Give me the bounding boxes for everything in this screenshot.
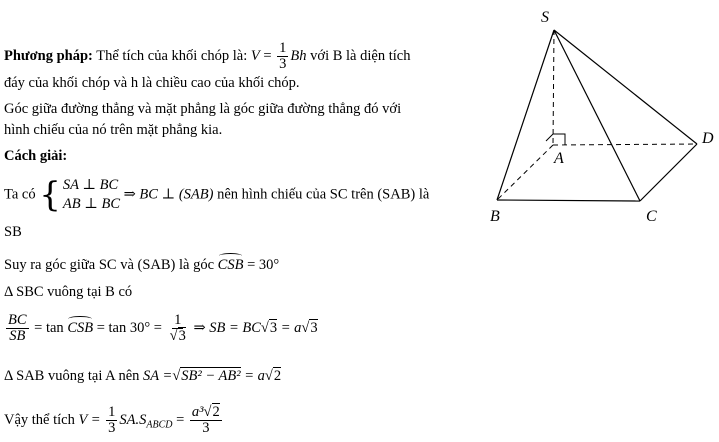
label-a: A bbox=[554, 150, 564, 167]
edge-sd bbox=[554, 30, 697, 144]
volume-formula-v: V bbox=[250, 47, 260, 64]
equals-a: = a bbox=[280, 319, 302, 336]
tan-value: = tan 30° = bbox=[96, 319, 162, 336]
volume-equals: = bbox=[176, 411, 185, 428]
volume-text: Vậy thể tích bbox=[4, 411, 75, 428]
edge-sc bbox=[554, 30, 640, 201]
equals-a: = a bbox=[244, 368, 265, 384]
tan-angle: CSB bbox=[67, 319, 94, 336]
volume-formula-bh: Bh bbox=[290, 47, 307, 64]
angle-text: Suy ra góc giữa SC và (SAB) là góc bbox=[4, 257, 215, 273]
sqrt-icon: √ bbox=[169, 328, 178, 344]
a-cubed: a³ bbox=[191, 404, 204, 420]
edge-bc bbox=[497, 200, 640, 201]
edge-cd bbox=[640, 144, 697, 201]
edge-sb bbox=[497, 30, 554, 200]
radicand: 2 bbox=[212, 404, 220, 420]
fraction-numerator: BC bbox=[8, 312, 27, 328]
projection-text: nên hình chiếu của SC trên (SAB) là bbox=[217, 186, 430, 203]
implies-expression: ⇒ BC ⊥ (SAB) bbox=[123, 186, 214, 203]
volume-v-equals: V = bbox=[78, 411, 101, 428]
method-line-3: Góc giữa đường thẳng và mặt phẳng là góc giữa đường thẳng đó với bbox=[4, 101, 402, 117]
sa-equals: SA = bbox=[143, 368, 173, 384]
sa-s: SA.S bbox=[119, 411, 147, 428]
sqrt-icon: √ bbox=[264, 368, 273, 384]
brace-icon: { bbox=[39, 175, 61, 215]
solution-heading: Cách giải: bbox=[4, 148, 68, 164]
edge-ab bbox=[497, 145, 553, 200]
right-angle-mark bbox=[553, 134, 565, 145]
radicand: 3 bbox=[269, 319, 278, 336]
edge-ad bbox=[553, 144, 697, 145]
fraction-denominator: 3 bbox=[202, 420, 210, 436]
label-d: D bbox=[702, 130, 714, 147]
right-angle-mark-2 bbox=[546, 134, 553, 141]
triangle-sbc-line: Δ SBC vuông tại B có bbox=[4, 284, 133, 300]
system-row-2: AB ⊥ BC bbox=[62, 196, 120, 212]
radicand: 3 bbox=[178, 328, 186, 344]
fraction-denominator: 3 bbox=[108, 420, 116, 436]
system-row-1: SA ⊥ BC bbox=[62, 177, 119, 193]
sb-equals: ⇒ SB = BC bbox=[193, 319, 261, 336]
sab-text: Δ SAB vuông tại A nên bbox=[4, 368, 140, 384]
tan-text: = tan bbox=[34, 319, 64, 336]
sqrt-icon: √ bbox=[172, 368, 181, 384]
angle-name: CSB bbox=[217, 257, 244, 273]
fraction-numerator: 1 bbox=[279, 40, 287, 56]
sqrt-icon: √ bbox=[203, 404, 212, 420]
fraction-denominator: SB bbox=[9, 328, 26, 344]
label-b: B bbox=[490, 208, 500, 225]
label-c: C bbox=[646, 208, 657, 225]
radicand: SB² − AB² bbox=[181, 368, 241, 384]
method-text-1: Thể tích của khối chóp là: bbox=[96, 47, 248, 64]
sqrt-icon: √ bbox=[260, 319, 269, 336]
fraction-numerator: 1 bbox=[174, 312, 182, 328]
taco-text: Ta có bbox=[4, 186, 36, 203]
volume-formula-eq: = bbox=[263, 47, 272, 64]
sqrt-icon: √ bbox=[301, 319, 310, 336]
fraction-denominator: 3 bbox=[279, 56, 287, 72]
method-line-2: đáy của khối chóp và h là chiều cao của khối chóp. bbox=[4, 75, 300, 91]
label-s: S bbox=[541, 9, 549, 26]
projection-result: SB bbox=[4, 224, 22, 240]
method-line-4: hình chiếu của nó trên mặt phẳng kia. bbox=[4, 122, 223, 138]
method-heading: Phương pháp: bbox=[4, 47, 93, 64]
fraction-numerator: 1 bbox=[108, 404, 116, 420]
radicand: 2 bbox=[273, 368, 282, 384]
method-text-2: với B là diện tích bbox=[310, 47, 411, 64]
edge-sa bbox=[553, 30, 554, 145]
radicand: 3 bbox=[310, 319, 318, 336]
abcd-subscript: ABCD bbox=[146, 419, 173, 431]
angle-value: = 30° bbox=[247, 257, 280, 273]
